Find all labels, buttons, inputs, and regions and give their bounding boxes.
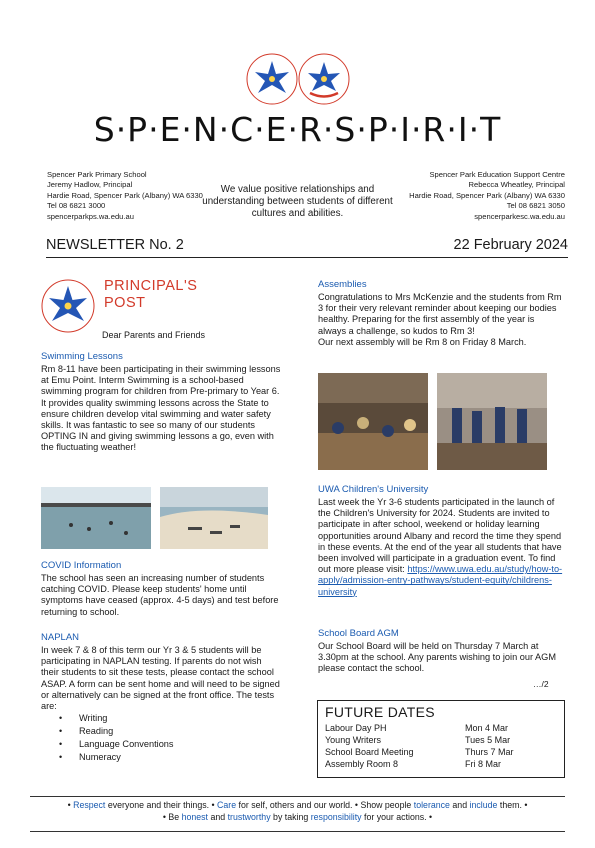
value-honest: honest (181, 812, 208, 822)
swimming-photo-2 (160, 487, 268, 549)
assemblies-heading: Assemblies (318, 279, 367, 290)
footer-line-2 (30, 811, 565, 823)
covid-heading: COVID Information (41, 560, 122, 571)
centre-name: Spencer Park Education Support Centre (429, 170, 565, 179)
future-dates-title: FUTURE DATES (325, 704, 435, 720)
footer-text: for your actions. • (361, 812, 433, 822)
assemblies-section (318, 279, 563, 348)
values-footer (30, 796, 565, 832)
board-heading: School Board AGM (318, 628, 399, 639)
uwa-heading: UWA Children's University (318, 484, 429, 495)
greeting: Dear Parents and Friends (102, 330, 206, 340)
naplan-body: In week 7 & 8 of this term our Yr 3 & 5 students will be participating in NAPLAN testing. If parents do not wish their students to sit these tests, please contact the school ASAP. A form can be sent home and will need to be signed or alternatively can be signed at the front office. The tests are: (41, 645, 280, 712)
uwa-body-text: Last week the Yr 3-6 students participated in the launch of the Children's University for 2024. Students are invited to participate in after school, weekend or holiday learning opportunities around Albany and record the time they spend in these events. At the end of the year all students that have been involved will participate in a graduation event. To find out more please visit: (318, 497, 562, 575)
principal-title-line2: POST (104, 295, 146, 311)
covid-body: The school has seen an increasing number of students catching COVID. Please keep students' home until symptoms have ceased (approx. 4-5 days) and test before returning to school. (41, 573, 279, 617)
value-care: Care (217, 800, 237, 810)
footer-line-1 (30, 799, 565, 811)
uwa-body (318, 497, 563, 598)
assemblies-body: Congratulations to Mrs McKenzie and the students from Rm 3 for their very relevant reminder about keeping our bodies healthy. Preparing for the first assembly of the year is always a challenge, so kudos to Rm 3! (318, 292, 562, 336)
event-date: Tues 5 Mar (465, 735, 511, 745)
primary-school-details (47, 170, 203, 222)
event-name: School Board Meeting (325, 747, 414, 757)
future-dates-box (317, 700, 565, 778)
masthead-title: S·P·E·N·C·E·R·S·P·I·R·I·T (93, 110, 502, 149)
footer-text: them. • (497, 800, 528, 810)
swimming-body: Rm 8-11 have been participating in their swimming lessons at Emu Point. Interm Swimming is a school-based swimming program for children from Pre-primary to Year 6. It provides quality swimming lessons across the State to ensure children develop vital swimming and water safety skills. It was fantastic to see so many of our students OPTING IN and giving swimming lessons a go, even with the fluctuating weather! (41, 364, 281, 453)
covid-section (41, 560, 281, 618)
event-date: Mon 4 Mar (465, 723, 509, 733)
event-date: Fri 8 Mar (465, 759, 501, 769)
list-item: • Language Conventions (41, 738, 281, 751)
list-item: • Numeracy (41, 751, 281, 764)
assembly-photo-1 (318, 373, 428, 470)
event-name: Labour Day PH (325, 723, 387, 733)
value-include: include (469, 800, 498, 810)
principal-post-logo (40, 278, 96, 334)
swimming-heading: Swimming Lessons (41, 351, 123, 362)
education-support-centre-logo (299, 54, 349, 104)
naplan-section (41, 632, 281, 764)
footer-text: • (67, 800, 74, 810)
school-motto: We value positive relationships and understanding between students of different cultures and abilities. (202, 184, 393, 219)
event-name: Young Writers (325, 735, 382, 745)
school-logos (244, 48, 354, 110)
assemblies-next: Our next assembly will be Rm 8 on Friday 8 March. (318, 336, 527, 347)
spencer-park-logo (247, 54, 297, 104)
principal-name: Jeremy Hadlow, Principal (47, 180, 133, 190)
principal-post-title (104, 278, 197, 312)
page-continuation-marker: …/2 (533, 679, 549, 689)
assembly-photo-2 (437, 373, 547, 470)
school-address: Hardie Road, Spencer Park (Albany) WA 6330 (47, 190, 203, 200)
event-date: Thurs 7 Mar (465, 747, 514, 757)
school-name: Spencer Park Primary School (47, 170, 147, 179)
value-trustworthy: trustworthy (227, 812, 271, 822)
value-responsibility: responsibility (310, 812, 362, 822)
board-body: Our School Board will be held on Thursday 7 March at 3.30pm at the school. Any parents wishing to join our AGM please contact the school. (318, 641, 556, 674)
centre-website[interactable]: spencerparkesc.wa.edu.au (474, 211, 565, 221)
centre-address: Hardie Road, Spencer Park (Albany) WA 6330 (409, 190, 565, 200)
school-website[interactable]: spencerparkps.wa.edu.au (47, 211, 134, 221)
list-item: • Writing (41, 712, 281, 725)
swimming-section (41, 351, 281, 454)
newsletter-bar (46, 235, 568, 258)
naplan-heading: NAPLAN (41, 632, 80, 643)
table-row (325, 759, 557, 769)
centre-phone: Tel 08 6821 3050 (506, 201, 565, 211)
uwa-section (318, 484, 563, 598)
table-row (325, 723, 557, 733)
footer-text: and (449, 800, 470, 810)
centre-principal-name: Rebecca Wheatley, Principal (468, 180, 565, 190)
footer-text: • Be (162, 812, 182, 822)
table-row (325, 735, 557, 745)
list-item: • Reading (41, 725, 281, 738)
table-row (325, 747, 557, 757)
footer-text: by taking (270, 812, 311, 822)
school-board-section (318, 628, 563, 675)
naplan-tests-list (41, 712, 281, 764)
value-tolerance: tolerance (413, 800, 450, 810)
footer-text: and (208, 812, 228, 822)
support-centre-details (409, 170, 565, 222)
event-name: Assembly Room 8 (325, 759, 399, 769)
footer-text: for self, others and our world. • Show people (236, 800, 414, 810)
swimming-photo-1 (41, 487, 151, 549)
footer-text: everyone and their things. • (105, 800, 218, 810)
newsletter-date: 22 February 2024 (453, 237, 568, 253)
school-phone: Tel 08 6821 3000 (47, 201, 106, 211)
principal-title-line1: PRINCIPAL'S (104, 278, 198, 294)
newsletter-number: NEWSLETTER No. 2 (46, 237, 184, 253)
uwa-link[interactable]: https://www.uwa.edu.au/study/how-to-apply/admission-entry-pathways/student-equity/childrens-university (318, 564, 563, 597)
value-respect: Respect (73, 800, 106, 810)
